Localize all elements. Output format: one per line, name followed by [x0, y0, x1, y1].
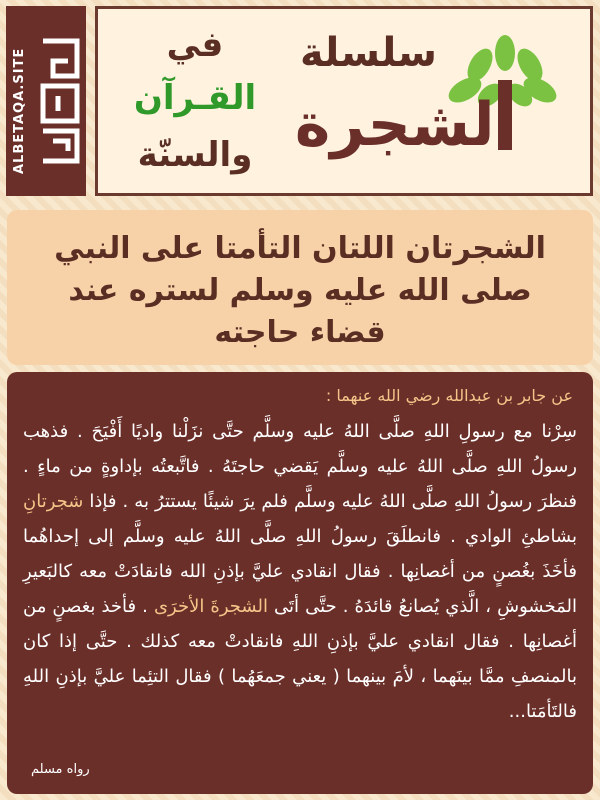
hadith-text: [23, 414, 577, 729]
post-title: الشجرتان اللتان التأمتا على النبي صلى الله عليه وسلم لستره عند قضاء حاجته: [54, 231, 546, 350]
series-word: سلسلة: [300, 30, 437, 76]
hadith-highlight-two-trees: شجرتانِ: [23, 491, 84, 512]
tree-word: الشجرة: [294, 90, 516, 160]
quran-word: القـرآن: [133, 78, 257, 118]
hadith-text-part2: بشاطئِ الوادي . فانطلَقَ رسولُ اللهِ صلَّى اللهُ عليه وسلَّم إلى إحداهُما فأخَذَ بغُصنٍ من أغصانِها . فقال انقادي عليَّ بإذنِ الله فانقادَتْ معه كالبَعيرِ المَخشوشِ ، الَّذي يُصانعُ قائدَهُ . حتَّى أتَى: [23, 526, 577, 617]
title-card: [7, 210, 593, 365]
site-url-label: ALBETAQA.SITE: [12, 47, 27, 175]
hadith-source: رواه مسلم: [31, 762, 90, 777]
in-word: في: [166, 25, 224, 65]
hadith-box: [7, 372, 593, 794]
sunnah-word: والسنّة: [137, 135, 253, 175]
hadith-narrator: عن جابر بن عبدالله رضي الله عنهما :: [325, 386, 573, 405]
hadith-text-part1: سِرْنا مع رسولِ اللهِ صلَّى اللهُ عليه وسلَّم حتَّى نزَلْنا واديًا أَفْيَحَ . فذهب رسولُ اللهِ صلَّى اللهُ عليه وسلَّم يَقضي حاجتَهُ . فاتَّبعتُه بإداوةٍ من ماءٍ . فنظرَ رسولُ اللهِ صلَّى اللهُ عليه وسلَّم فلم يرَ شيئًا يستترُ به . فإذا: [23, 421, 577, 512]
hadith-highlight-other-tree: الشجرةَ الأخرَى: [153, 596, 268, 617]
hadith-text-part3: . فأخذ بغصنٍ من أغصانِها . فقال انقادي عليَّ بإذنِ اللهِ فانقادتْ معه كذلك . حتَّى إذا كان بالمنصفِ ممَّا بينَهما ، لأمَ بينهما ( يعني جمعَهُما ) فقال التئِما عليَّ بإذنِ اللهِ فالتَأمَتا...: [23, 596, 577, 722]
site-logo-strip: [6, 6, 86, 196]
albetaqa-logo-icon: [38, 36, 82, 166]
